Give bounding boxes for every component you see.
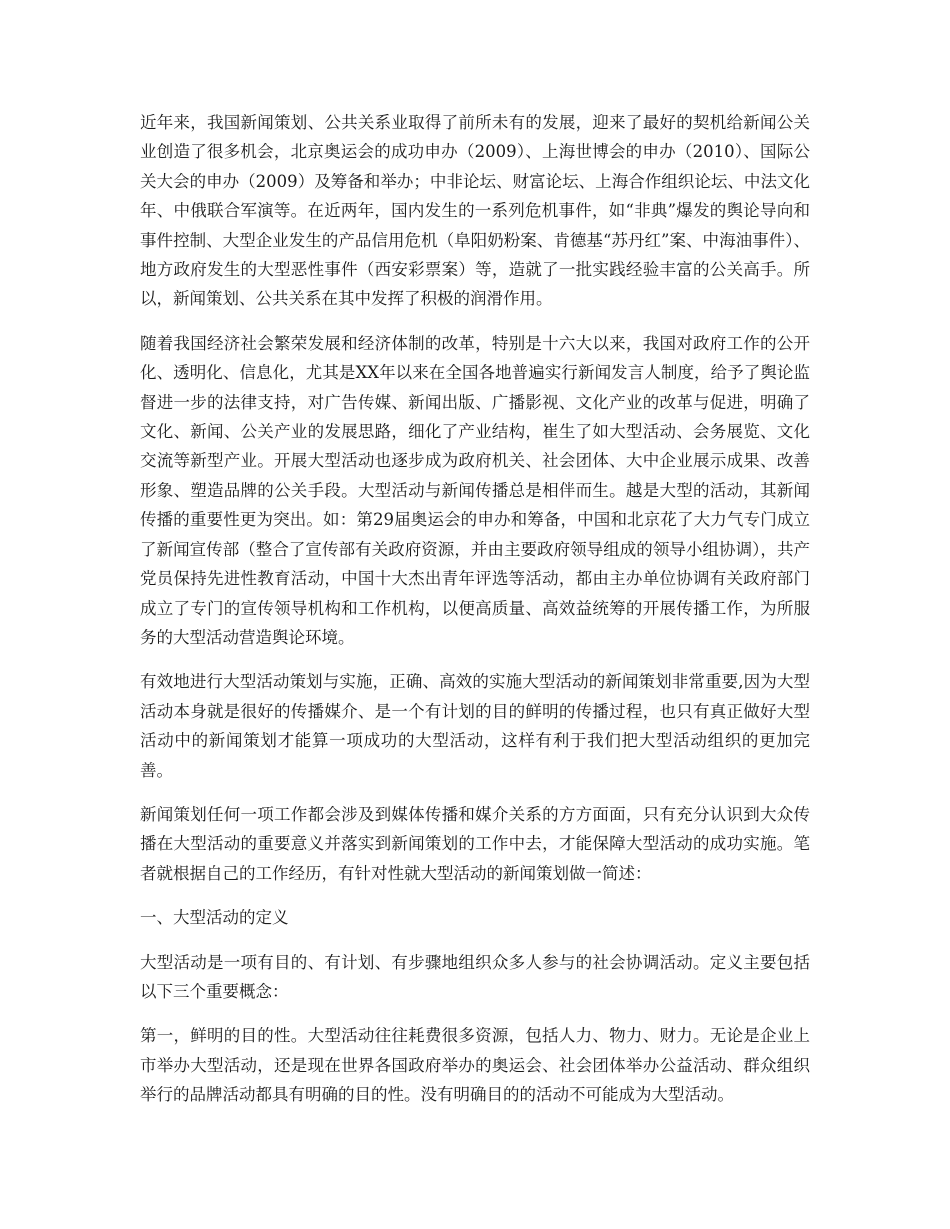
paragraph-overview: 新闻策划任何一项工作都会涉及到媒体传播和媒介关系的方方面面，只有充分认识到大众传播在大型活动的重要意义并落实到新闻策划的工作中去，才能保障大型活动的成功实施。笔者就根据自己的工作经历，有针对性就大型活动的新闻策划做一简述：: [140, 804, 810, 883]
document-page: [140, 108, 810, 1125]
paragraph-purpose: 第一，鲜明的目的性。大型活动往往耗费很多资源，包括人力、物力、财力。无论是企业上市举办大型活动，还是现在世界各国政府举办的奥运会、社会团体举办公益活动、群众组织举行的品牌活动都具有明确的目的性。没有明确目的的活动不可能成为大型活动。: [140, 1026, 810, 1105]
paragraph-definition: 大型活动是一项有目的、有计划、有步骤地组织众多人参与的社会协调活动。定义主要包括以下三个重要概念：: [140, 952, 810, 1001]
paragraph-importance: 有效地进行大型活动策划与实施，正确、高效的实施大型活动的新闻策划非常重要,因为大型活动本身就是很好的传播媒介、是一个有计划的目的鲜明的传播过程，也只有真正做好大型活动中的新闻策划才能算一项成功的大型活动，这样有利于我们把大型活动组织的更加完善。: [140, 672, 810, 780]
section-heading-definition: 一、大型活动的定义: [140, 908, 289, 928]
paragraph-intro: 近年来，我国新闻策划、公共关系业取得了前所未有的发展，迎来了最好的契机给新闻公关业创造了很多机会，北京奥运会的成功申办（2009）、上海世博会的申办（2010）、国际公关大会的申办（2009）及筹备和举办；中非论坛、财富论坛、上海合作组织论坛、中法文化年、中俄联合军演等。在近两年，国内发生的一系列危机事件，如“非典”爆发的舆论导向和事件控制、大型企业发生的产品信用危机（阜阳奶粉案、肯德基“苏丹红”案、中海油事件）、地方政府发生的大型恶性事件（西安彩票案）等，造就了一批实践经验丰富的公关高手。所以，新闻策划、公共关系在其中发挥了积极的润滑作用。: [140, 113, 810, 309]
paragraph-development: 随着我国经济社会繁荣发展和经济体制的改革，特别是十六大以来，我国对政府工作的公开化、透明化、信息化，尤其是XX年以来在全国各地普遍实行新闻发言人制度，给予了舆论监督进一步的法律支持，对广告传媒、新闻出版、广播影视、文化产业的改革与促进，明确了文化、新闻、公关产业的发展思路，细化了产业结构，崔生了如大型活动、会务展览、文化交流等新型产业。开展大型活动也逐步成为政府机关、社会团体、大中企业展示成果、改善形象、塑造品牌的公关手段。大型活动与新闻传播总是相伴而生。越是大型的活动，其新闻传播的重要性更为突出。如：第29届奥运会的申办和筹备，中国和北京花了大力气专门成立了新闻宣传部（整合了宣传部有关政府资源，并由主要政府领导组成的领导小组协调），共产党员保持先进性教育活动，中国十大杰出青年评选等活动，都由主办单位协调有关政府部门成立了专门的宣传领导机构和工作机构，以便高质量、高效益统筹的开展传播工作，为所服务的大型活动营造舆论环境。: [140, 333, 810, 647]
